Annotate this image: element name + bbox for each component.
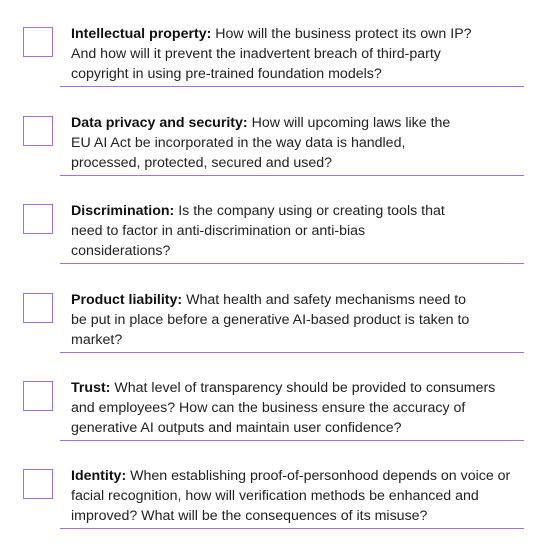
item-text — [71, 291, 476, 350]
item-description: What health and safety mechanisms need to be put in place before a generative AI-based product is taken to market? — [71, 292, 470, 348]
checkbox[interactable] — [23, 469, 53, 499]
item-term: Intellectual property: — [71, 26, 212, 42]
checklist-item-discrimination — [0, 204, 553, 293]
item-text — [71, 379, 511, 438]
checkbox[interactable] — [23, 116, 53, 146]
item-text — [71, 467, 519, 526]
item-description: Is the company using or creating tools that need to factor in anti-discrimination or anti-bias considerations? — [71, 203, 445, 259]
checkbox[interactable] — [23, 27, 53, 57]
item-description: How will the business protect its own IP? And how will it prevent the inadvertent breach of third-party copyright in using pre-trained foundation models? — [71, 26, 472, 82]
checklist-item-product-liability — [0, 293, 553, 382]
checkbox[interactable] — [23, 204, 53, 234]
checklist-item-intellectual-property — [0, 27, 553, 116]
item-text — [71, 202, 446, 261]
item-description: What level of transparency should be provided to consumers and employees? How can the business ensure the accuracy of generative AI outputs and maintain user confidence? — [71, 380, 496, 436]
divider — [60, 352, 524, 353]
divider — [60, 263, 524, 264]
item-description: When establishing proof-of-personhood depends on voice or facial recognition, how will verification methods be enhanced and improved? What will be the consequences of its misuse? — [71, 468, 511, 524]
item-term: Discrimination: — [71, 203, 175, 219]
checklist-item-identity — [0, 469, 553, 558]
divider — [60, 175, 524, 176]
item-term: Identity: — [71, 468, 127, 484]
divider — [60, 86, 524, 87]
item-text — [71, 114, 451, 173]
item-term: Data privacy and security: — [71, 115, 248, 131]
item-term: Product liability: — [71, 292, 183, 308]
item-term: Trust: — [71, 380, 111, 396]
checkbox[interactable] — [23, 293, 53, 323]
divider — [60, 528, 524, 529]
divider — [60, 440, 524, 441]
item-text — [71, 25, 491, 84]
checkbox[interactable] — [23, 381, 53, 411]
checklist-item-trust — [0, 381, 553, 470]
checklist-item-data-privacy — [0, 116, 553, 205]
item-description: How will upcoming laws like the EU AI Act be incorporated in the way data is handled, processed, protected, secured and used? — [71, 115, 451, 171]
